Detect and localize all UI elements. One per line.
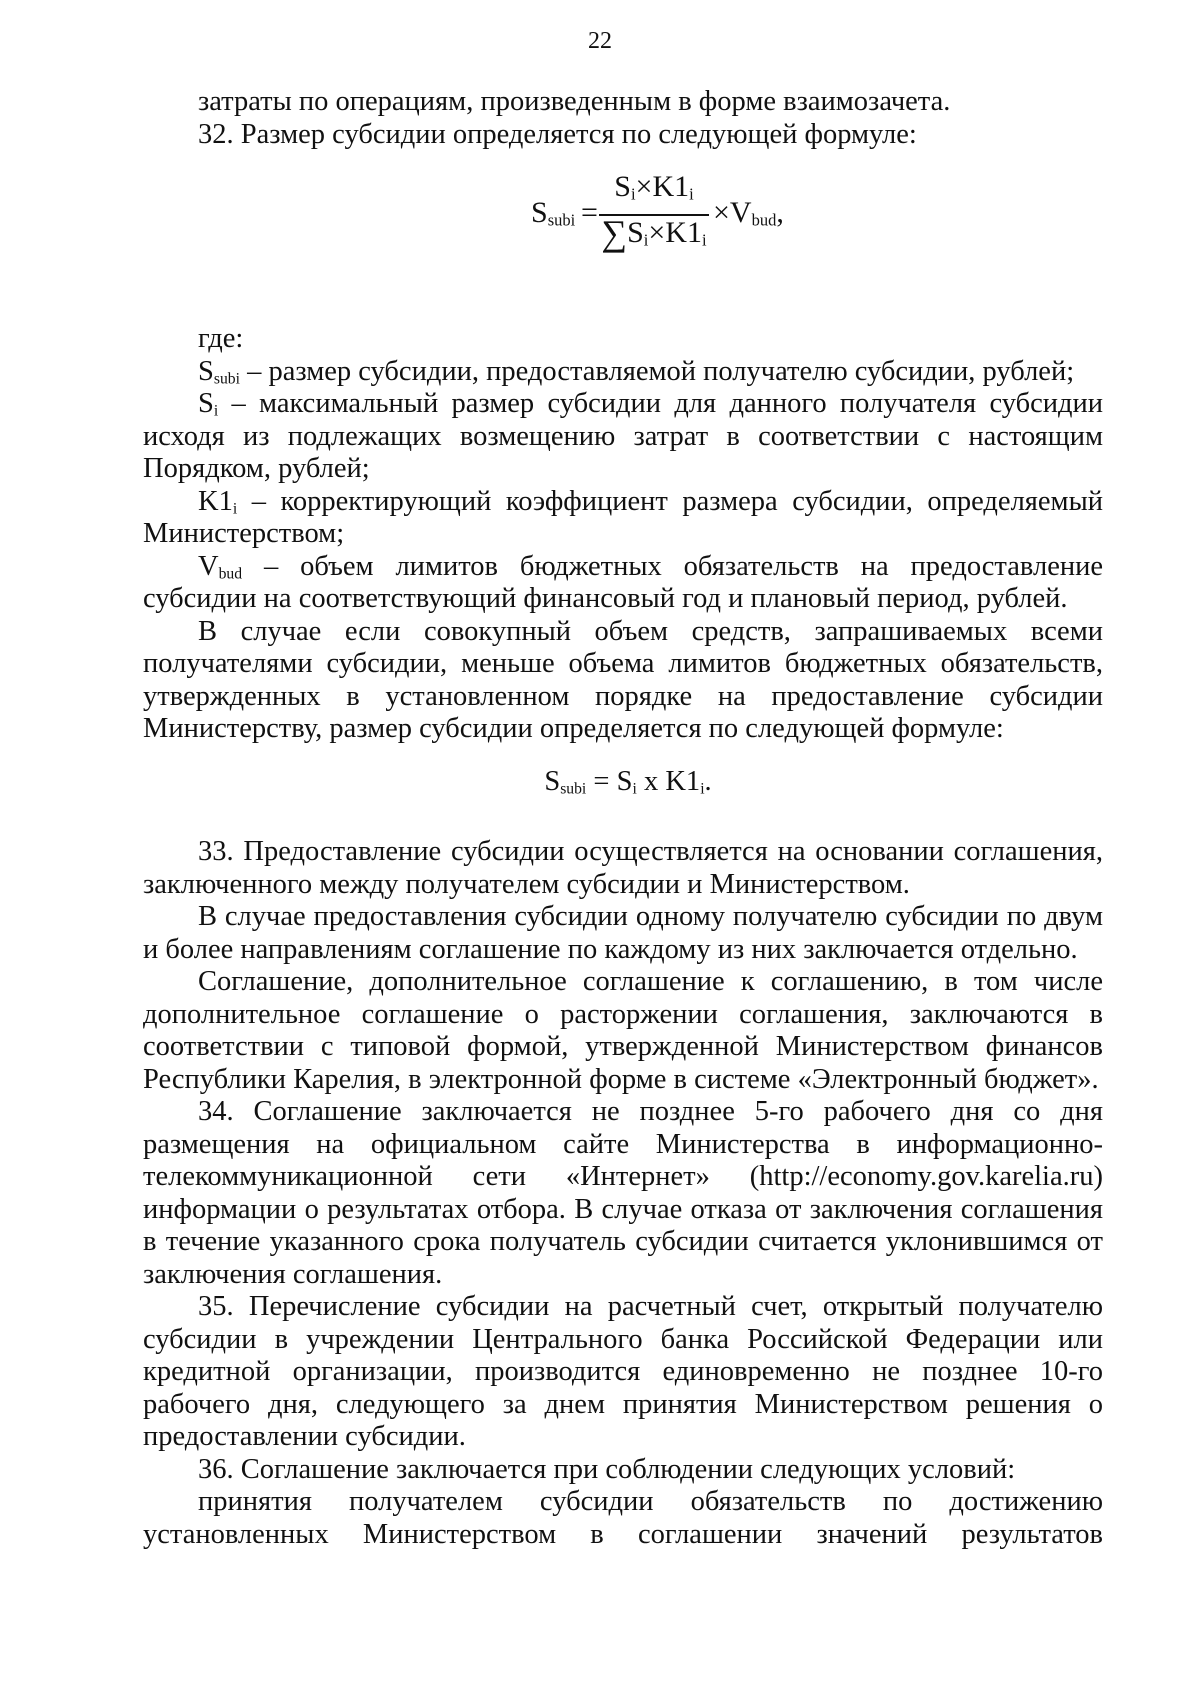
item-33: 33. Предоставление субсидии осуществляется на основании соглашения, заключенного между получателем субсидии и Министерством. [143, 836, 1103, 900]
def-si: $S_i$ – максимальный размер субсидии для данного получателя субсидии исходя из подлежащих возмещению затрат в соответствии с настоящим Порядком, рублей; [143, 388, 1103, 484]
item-34: 34. Соглашение заключается не позднее 5-го рабочего дня со дня размещения на официальном сайте Министерства в информационно-телекоммуникационной сети «Интернет» (http://economy.gov.karelia.ru) информации о результатах отбора. В случае отказа от заключения соглашения в течение указанного срока получатель субсидии считается уклонившимся от заключения соглашения. [143, 1096, 1103, 1290]
def-ssubi: $S_{subi}$ – размер субсидии, предоставляемой получателю субсидии, рублей; [198, 355, 1075, 387]
formula-numerator: $S_i\times K1_i$ [614, 170, 694, 204]
para-two-directions: В случае предоставления субсидии одному получателю субсидии по двум и более направлениям соглашение по каждому из них заключается отдельно. [143, 901, 1103, 965]
formula-denominator: $\sum S_i\times K1_i$ [601, 213, 707, 253]
document-body [143, 86, 1103, 1551]
item-35: 35. Перечисление субсидии на расчетный счет, открытый получателю субсидии в учреждении Центрального банка Российской Федерации или кредитной организации, производится единовременно не позднее 10-го рабочего дня, следующего за днем принятия Министерством решения о предоставлении субсидии. [143, 1291, 1103, 1452]
item-36: 36. Соглашение заключается при соблюдении следующих условий: [198, 1453, 1016, 1485]
def-k1: $K1_i$ – корректирующий коэффициент размера субсидии, определяемый Министерством; [143, 485, 1103, 549]
formula-lhs: $S_{subi}$ [531, 196, 576, 230]
formula-equals: = [581, 196, 598, 229]
def-vbud: $V_{bud}$ – объем лимитов бюджетных обязательств на предоставление субсидии на соответствующий финансовый год и плановый период, рублей. [143, 550, 1103, 614]
para-agreement: Соглашение, дополнительное соглашение к соглашению, в том числе дополнительное соглашение о расторжении соглашения, заключаются в соответствии с типовой формой, утвержденной Министерством финансов Республики Карелия, в электронной форме в системе «Электронный бюджет». [143, 966, 1103, 1095]
case-paragraph: В случае если совокупный объем средств, запрашиваемых всеми получателями субсидии, меньше объема лимитов бюджетных обязательств, утвержденных в установленном порядке на предоставление субсидии Министерству, размер субсидии определяется по следующей формуле: [143, 615, 1103, 744]
sum-symbol: ∑ [601, 213, 628, 253]
simple-formula: $S_{subi} = S_i$ x $K1_i$. [544, 765, 712, 797]
intro-line: затраты по операциям, произведенным в форме взаимозачета. [198, 86, 951, 117]
item-32: 32. Размер субсидии определяется по следующей формуле: [198, 118, 917, 150]
subsidy-formula [143, 161, 1103, 275]
condition-text: принятия получателем субсидии обязательств по достижению установленных Министерством в соглашении значений результатов [143, 1486, 1103, 1550]
where-label: где: [198, 323, 244, 354]
formula-volume-term: $\times V_{bud}$, [713, 196, 784, 230]
page-number: 22 [588, 28, 612, 54]
